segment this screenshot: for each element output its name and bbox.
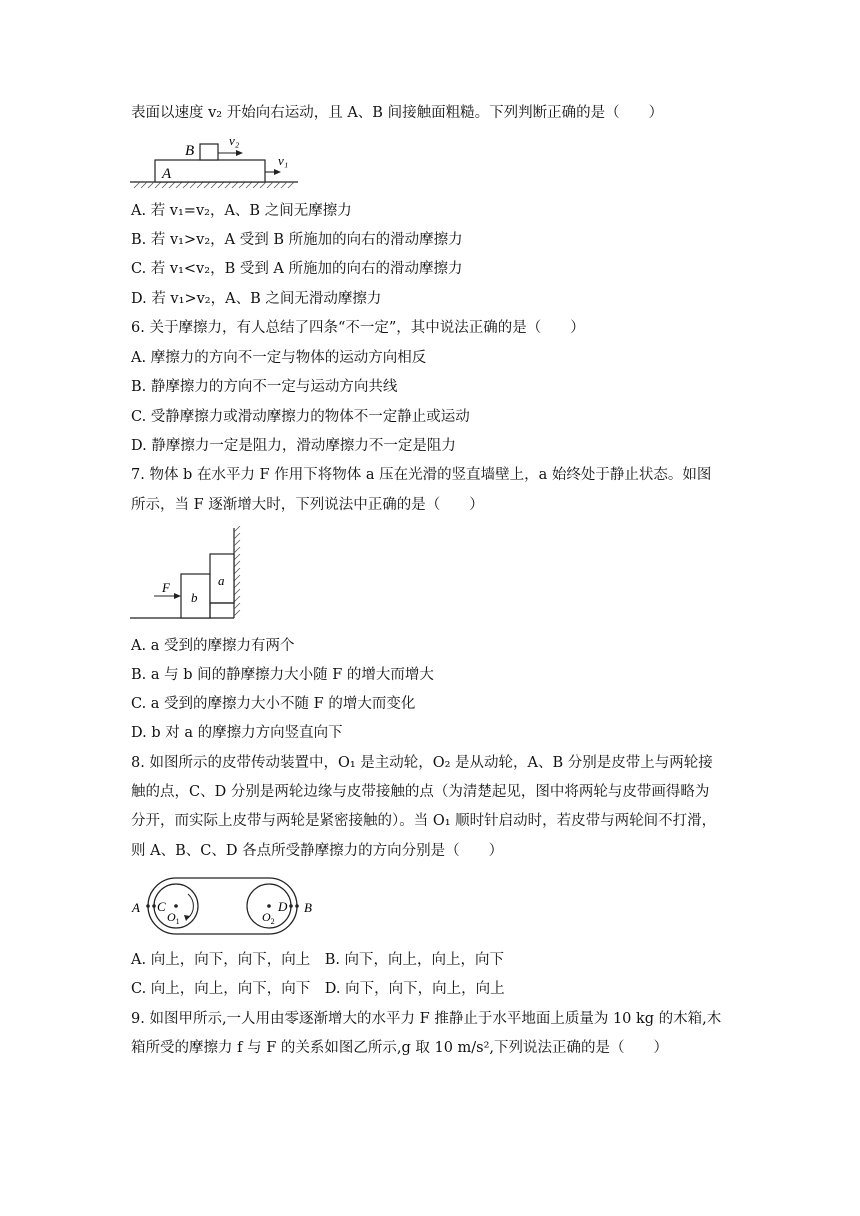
q5-option-d: D. 若 v₁>v₂，A、B 之间无滑动摩擦力 xyxy=(131,291,382,307)
label-a: A xyxy=(132,900,140,915)
q9-stem-line1: 9. 如图甲所示,一人用由零逐渐增大的水平力 F 推静止于水平地面上质量为 10 kg 的木箱,木 xyxy=(131,1011,722,1027)
label-a: A xyxy=(162,166,172,182)
label-a: a xyxy=(218,573,225,588)
label-b: b xyxy=(191,590,198,605)
q7-stem-line1: 7. 物体 b 在水平力 F 作用下将物体 a 压在光滑的竖直墙壁上，a 始终处于静止状态。如图 xyxy=(131,467,712,483)
block-a xyxy=(155,160,265,182)
q6-option-d: D. 静摩擦力一定是阻力，滑动摩擦力不一定是阻力 xyxy=(131,438,456,454)
q7-option-d: D. b 对 a 的摩擦力方向竖直向下 xyxy=(131,725,343,741)
q6-option-b: B. 静摩擦力的方向不一定与运动方向共线 xyxy=(131,379,398,395)
q8-options-line1: A. 向上，向下，向下，向上 B. 向下，向上，向上，向下 xyxy=(131,952,505,968)
q5-stem-tail: 表面以速度 v₂ 开始向右运动，且 A、B 间接触面粗糙。下列判断正确的是（ ） xyxy=(131,105,664,121)
label-f: F xyxy=(162,580,170,595)
q7-option-b: B. a 与 b 间的静摩擦力大小随 F 的增大而增大 xyxy=(131,667,434,683)
q5-option-b: B. 若 v₁>v₂，A 受到 B 所施加的向右的滑动摩擦力 xyxy=(131,232,463,248)
q7-figure xyxy=(128,526,243,626)
q5-figure xyxy=(128,133,303,189)
q5-option-c: C. 若 v₁<v₂，B 受到 A 所施加的向右的滑动摩擦力 xyxy=(131,261,463,277)
q8-stem-line1: 8. 如图所示的皮带传动装置中，O₁ 是主动轮，O₂ 是从动轮，A、B 分别是皮带上与两轮接 xyxy=(131,755,713,771)
label-b: B xyxy=(304,900,312,915)
q6-option-a: A. 摩擦力的方向不一定与物体的运动方向相反 xyxy=(131,350,427,366)
label-v2: v₂ xyxy=(229,133,240,148)
q7-option-a: A. a 受到的摩擦力有两个 xyxy=(131,638,295,654)
q6-stem: 6. 关于摩擦力，有人总结了四条“不一定”，其中说法正确的是（ ） xyxy=(131,320,585,336)
q6-option-c: C. 受静摩擦力或滑动摩擦力的物体不一定静止或运动 xyxy=(131,409,470,425)
label-o1: $O_1$ xyxy=(167,910,180,926)
block-b xyxy=(200,144,218,160)
q9-stem-line2: 箱所受的摩擦力 f 与 F 的关系如图乙所示,g 取 10 m/s²,下列说法正确的是（ ） xyxy=(131,1040,669,1056)
label-b: B xyxy=(185,143,195,159)
q8-options-line2: C. 向上，向上，向下，向下 D. 向下，向下，向上，向上 xyxy=(131,981,505,997)
q8-figure xyxy=(128,874,328,938)
label-d: D xyxy=(278,899,288,914)
q8-stem-line3: 分开，而实际上皮带与两轮是紧密接触的）。当 O₁ 顺时针启动时，若皮带与两轮间不打滑， xyxy=(131,813,717,829)
q5-option-a: A. 若 v₁=v₂，A、B 之间无摩擦力 xyxy=(131,203,352,219)
q7-option-c: C. a 受到的摩擦力大小不随 F 的增大而变化 xyxy=(131,696,416,712)
q7-stem-line2: 所示，当 F 逐渐增大时，下列说法中正确的是（ ） xyxy=(131,497,484,513)
label-o2: $O_2$ xyxy=(262,910,275,926)
q8-stem-line2: 触的点，C、D 分别是两轮边缘与皮带接触的点（为清楚起见，图中将两轮与皮带画得略为 xyxy=(131,784,710,800)
q8-stem-line4: 则 A、B、C、D 各点所受静摩擦力的方向分别是（ ） xyxy=(131,843,504,859)
label-c: C xyxy=(157,899,166,914)
label-v1: v₁ xyxy=(278,153,289,168)
